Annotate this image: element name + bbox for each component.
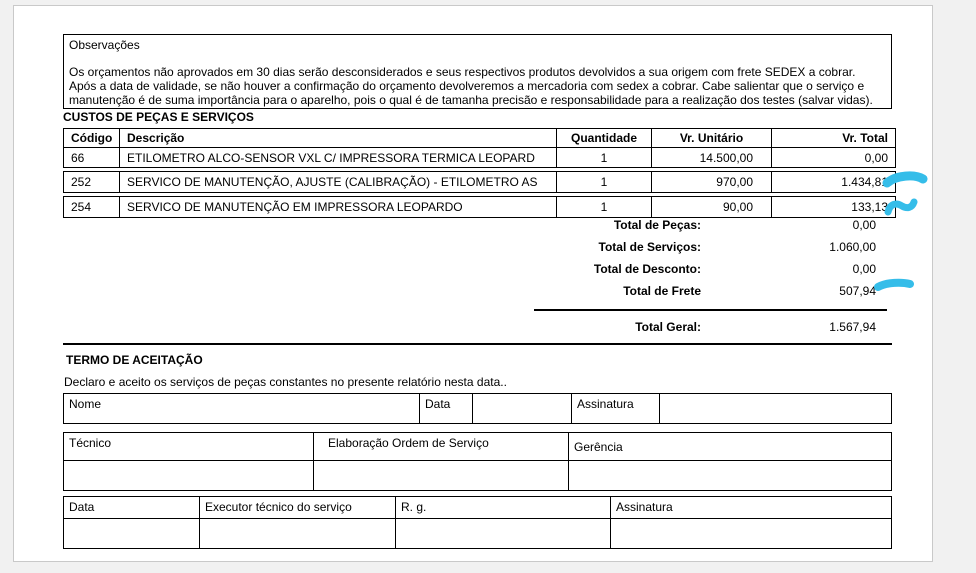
observations-title: Observações	[69, 38, 140, 52]
table-row	[63, 147, 896, 168]
rg-label: R. g.	[396, 497, 611, 518]
technician-label: Técnico	[64, 433, 314, 460]
row-unit-price: 970,00	[652, 172, 772, 192]
header-description: Descrição	[120, 129, 557, 147]
row-description: SERVICO DE MANUTENÇÃO, AJUSTE (CALIBRAÇÃO) - ETILOMETRO AS	[120, 172, 557, 192]
header-code: Código	[64, 129, 120, 147]
executor-header-row	[63, 496, 892, 519]
total-discount-value: 0,00	[852, 262, 876, 276]
row-total: 1.434,81	[841, 175, 888, 189]
executor-blank	[200, 519, 396, 548]
row-total: 133,13	[851, 200, 888, 214]
signature-field-blank	[660, 394, 891, 423]
totals-block	[374, 214, 876, 302]
total-parts-value: 0,00	[852, 218, 876, 232]
row-quantity: 1	[557, 197, 652, 217]
header-total: Vr. Total	[842, 131, 888, 145]
total-parts-label: Total de Peças:	[613, 218, 701, 232]
exec-date-blank	[64, 519, 200, 548]
row-code: 254	[64, 197, 120, 217]
costs-table-header	[63, 128, 896, 148]
total-services-label: Total de Serviços:	[598, 240, 701, 254]
observations-line1: Os orçamentos não aprovados em 30 dias serão desconsiderados e seus respectivos produtos devolvidos a sua origem com frete SEDEX a cobrar.	[69, 65, 856, 79]
header-quantity: Quantidade	[557, 129, 652, 147]
grand-total-row	[374, 316, 876, 338]
date-field-blank	[473, 394, 572, 423]
total-discount-row	[374, 258, 876, 280]
technician-header-row	[63, 432, 892, 461]
work-order-label: Elaboração Ordem de Serviço	[314, 433, 569, 460]
technician-blank	[64, 461, 314, 490]
row-unit-price: 90,00	[652, 197, 772, 217]
total-freight-value: 507,94	[839, 284, 876, 298]
costs-section-title: CUSTOS DE PEÇAS E SERVIÇOS	[63, 110, 254, 124]
header-unit-price: Vr. Unitário	[652, 129, 772, 147]
rg-blank	[396, 519, 611, 548]
row-code: 66	[64, 148, 120, 167]
executor-label: Executor técnico do serviço	[200, 497, 396, 518]
row-description: ETILOMETRO ALCO-SENSOR VXL C/ IMPRESSORA TERMICA LEOPARD	[120, 148, 557, 167]
name-field-label: Nome	[64, 394, 420, 423]
management-label: Gerência	[574, 440, 623, 454]
work-order-blank	[314, 461, 569, 490]
total-services-value: 1.060,00	[829, 240, 876, 254]
grand-total-label: Total Geral:	[635, 320, 701, 334]
table-row	[63, 171, 896, 193]
executor-table	[63, 496, 892, 549]
row-description: SERVICO DE MANUTENÇÃO EM IMPRESSORA LEOPARDO	[120, 197, 557, 217]
row-total: 0,00	[864, 150, 888, 165]
grand-total-divider	[534, 309, 887, 311]
date-field-label: Data	[420, 394, 473, 423]
total-freight-label: Total de Frete	[623, 284, 701, 298]
acceptance-divider	[63, 343, 892, 345]
exec-signature-label: Assinatura	[616, 500, 673, 514]
total-parts-row	[374, 214, 876, 236]
observations-paragraph: Após a data de validade, se não houver a confirmação do orçamento devolveremos a mercadoria com sedex a cobrar. Cabe salientar que o serviço e manutenção é de suma importância para o aparelho, pois o qual é de tamanha precisão e responsabilidade para a realização dos testes (salvar vidas).	[69, 79, 873, 107]
acceptance-statement: Declaro e aceito os serviços de peças constantes no presente relatório nesta data..	[64, 375, 507, 389]
signature-field-label: Assinatura	[572, 394, 660, 423]
grand-total-value: 1.567,94	[829, 320, 876, 334]
costs-table	[63, 128, 896, 218]
name-signature-row	[63, 393, 892, 424]
row-quantity: 1	[557, 148, 652, 167]
exec-signature-blank	[611, 519, 891, 548]
management-blank	[569, 461, 891, 490]
technician-table	[63, 432, 892, 491]
row-quantity: 1	[557, 172, 652, 192]
observations-box	[63, 34, 892, 109]
total-services-row	[374, 236, 876, 258]
technician-blank-row	[63, 460, 892, 491]
name-signature-table	[63, 393, 892, 424]
exec-date-label: Data	[64, 497, 200, 518]
total-freight-row	[374, 280, 876, 302]
cyan-highlight-mark-freight	[873, 277, 915, 293]
executor-blank-row	[63, 518, 892, 549]
row-code: 252	[64, 172, 120, 192]
acceptance-title: TERMO DE ACEITAÇÃO	[66, 353, 203, 367]
document-page	[13, 5, 933, 562]
row-unit-price: 14.500,00	[652, 148, 772, 167]
total-discount-label: Total de Desconto:	[593, 262, 701, 276]
